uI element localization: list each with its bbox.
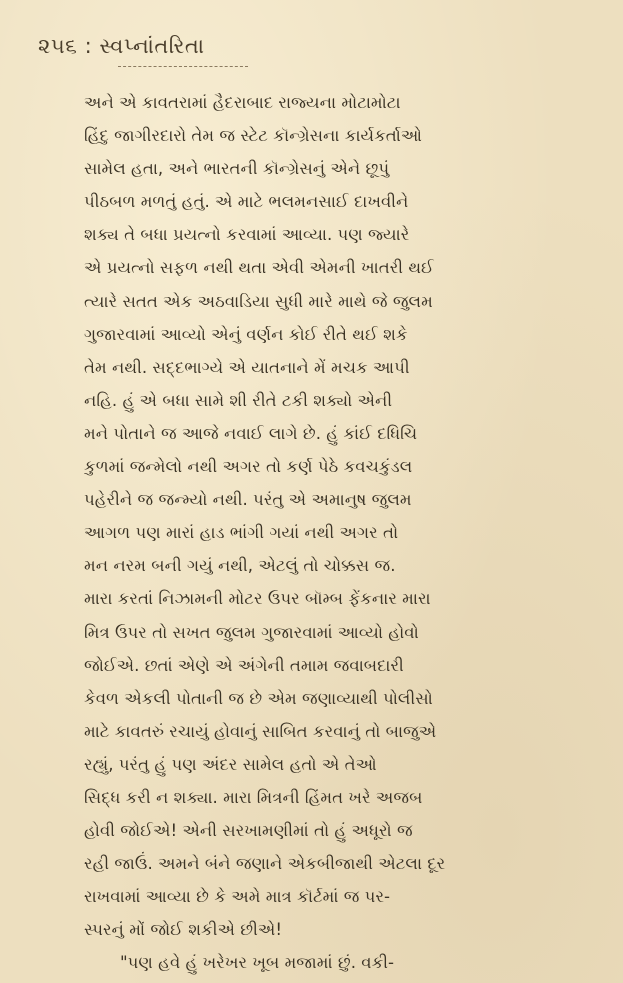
text-line: અને એ કાવતરામાં હૈદરાબાદ રાજ્યના મોટામોટા [84,93,401,112]
running-title: સ્વપ્નાંતરિતા [99,34,205,58]
text-line: પહેરીને જ જન્મ્યો નથી. પરંતુ એ અમાનુષ જુલમ [84,490,412,510]
text-line: સિદ્ધ કરી ન શક્યા. મારા મિત્રની હિંમત ખરે અજબ [84,787,423,807]
text-line: ગુજારવામાં આવ્યો એનું વર્ણન કોઈ રીતે થઈ શકે [84,324,408,344]
page-header [38,34,204,59]
page-number: ૨૫૬ [38,34,78,58]
body-text [84,86,574,980]
text-line: પીઠબળ મળતું હતું. એ માટે ભલમનસાઈ દાખવીને [84,192,409,212]
text-line: જોઈએ. છતાં એણે એ અંગેની તમામ જવાબદારી [84,655,404,675]
text-line: ત્યારે સતત એક અઠવાડિયા સુધી મારે માથે જે જુલમ [84,291,433,311]
text-line: મન નરમ બની ગયું નથી, એટલું તો ચોક્કસ જ. [84,556,396,576]
header-separator: : [84,34,93,58]
header-underline [118,66,248,67]
text-line: એ પ્રયત્નો સફળ નથી થતા એવી એમની ખાતરી થઈ [84,258,434,278]
text-line: કેવળ એકલી પોતાની જ છે એમ જણાવ્યાથી પોલીસો [84,688,433,708]
text-line: શક્ય તે બધા પ્રયત્નો કરવામાં આવ્યા. પણ જ્યારે [84,225,410,245]
text-line: મારા કરતાં નિઝામની મોટર ઉપર બૉમ્બ ફેંકનાર મારા [84,589,431,609]
text-line: આગળ પણ મારાં હાડ ભાંગી ગયાં નથી અગર તો [84,523,399,543]
text-line: તેમ નથી. સદ્દભાગ્યે એ યાતનાને મેં મચક આપી [84,357,410,377]
text-line: રહી જાઉં. અમને બંને જણાને એકબીજાથી એટલા દૂર [84,854,446,874]
text-line: માટે કાવતરું રચાયું હોવાનું સાબિત કરવાનું તો બાજુએ [84,721,437,741]
text-line: સ્પરનું મોં જોઈ શકીએ છીએ! [84,920,283,940]
text-line: રાખવામાં આવ્યા છે કે અમે માત્ર કૉર્ટમાં જ પર- [84,887,391,907]
text-line: હિંદુ જાગીરદારો તેમ જ સ્ટેટ કૉન્ગ્રેસના કાર્યકર્તાઓ [84,126,422,146]
text-line: મિત્ર ઉપર તો સખત જુલમ ગુજારવામાં આવ્યો હોવો [84,622,419,642]
text-line: નહિ. હું એ બધા સામે શી રીતે ટકી શક્યો એની [84,390,393,410]
text-line: સામેલ હતા, અને ભારતની કૉન્ગ્રેસનું એને છૂપું [84,159,390,179]
text-line: કુળમાં જન્મેલો નથી અગર તો કર્ણ પેઠે કવચકુંડલ [84,457,413,477]
text-line: હોવી જોઈએ! એની સરખામણીમાં તો હું અધૂરો જ [84,821,413,841]
text-line: મને પોતાને જ આજે નવાઈ લાગે છે. હું કાંઈ દધિચિ [84,423,418,443]
text-line: રહ્યું, પરંતુ હું પણ અંદર સામેલ હતો એ તેઓ [84,754,377,774]
text-line: "પણ હવે હું ખરેખર ખૂબ મજામાં છું. વકી- [120,953,395,973]
